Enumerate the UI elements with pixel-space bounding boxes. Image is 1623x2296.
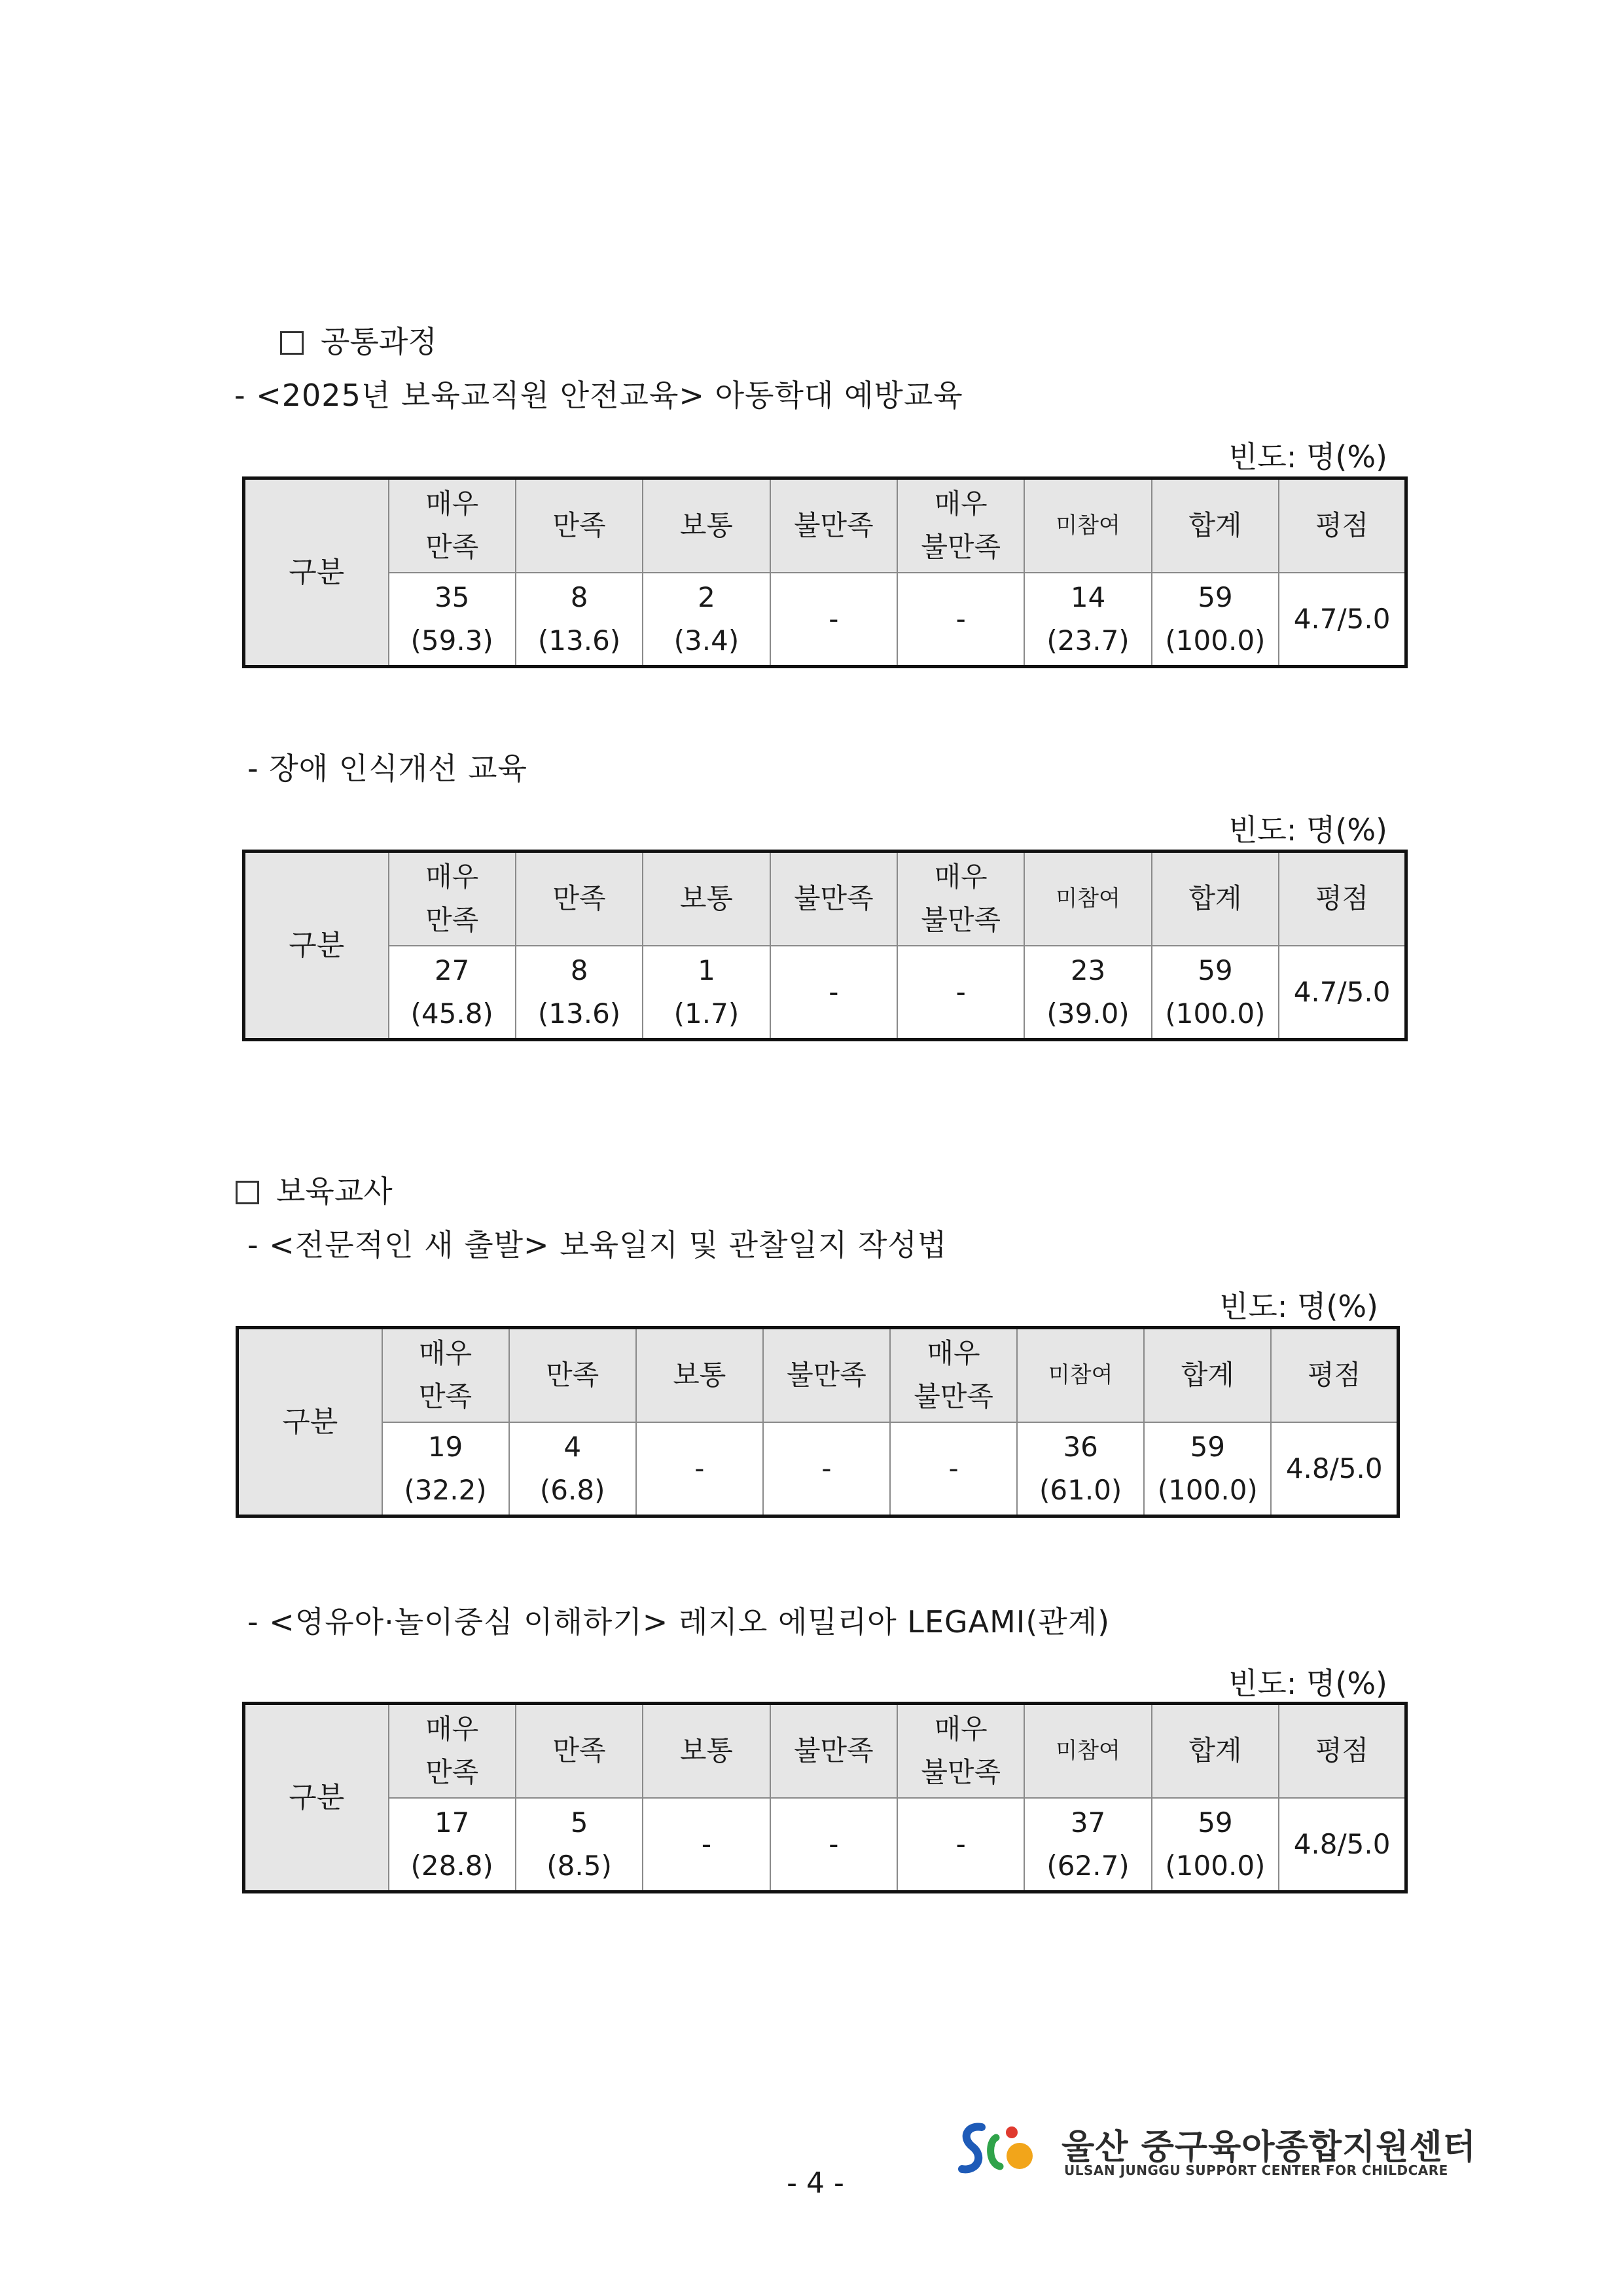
survey-table xyxy=(236,1326,1400,1518)
cell-percent: (45.8) xyxy=(410,997,493,1030)
column-header-line: 만족 xyxy=(418,1380,473,1413)
column-header-line: 불만족 xyxy=(793,509,874,542)
table-cell xyxy=(897,1798,1024,1892)
section-heading-text: 공통과정 xyxy=(321,324,437,359)
column-header xyxy=(1017,1328,1144,1422)
cell-count: 59 xyxy=(1198,954,1233,986)
column-header-line: 매우 xyxy=(425,861,479,893)
cell-count: 35 xyxy=(434,581,470,613)
table-cell xyxy=(382,1422,509,1516)
table-title: - <전문적인 새 출발> 보육일지 및 관찰일지 작성법 xyxy=(247,1227,948,1263)
center-logo-name-en: ULSAN JUNGGU SUPPORT CENTER FOR CHILDCARE xyxy=(1064,2162,1448,2178)
column-header xyxy=(382,1328,509,1422)
column-header-line: 불만족 xyxy=(793,1734,874,1767)
cell-percent: (1.7) xyxy=(673,997,740,1030)
cell-percent: (28.8) xyxy=(410,1849,493,1882)
cell-percent: (13.6) xyxy=(537,624,621,656)
column-header xyxy=(897,478,1024,573)
cell-count: 4.8/5.0 xyxy=(1285,1452,1383,1484)
column-header-line: 불만족 xyxy=(921,1756,1001,1789)
section-heading-text: 보육교사 xyxy=(276,1174,393,1209)
column-header-line: 미참여 xyxy=(1056,512,1120,539)
table-cell xyxy=(516,946,643,1040)
cell-count: 1 xyxy=(698,954,715,986)
cell-percent: (13.6) xyxy=(537,997,621,1030)
column-header xyxy=(389,478,516,573)
column-header-line: 보통 xyxy=(673,1359,726,1391)
table-cell xyxy=(1152,946,1279,1040)
column-header xyxy=(516,852,643,946)
column-header xyxy=(770,852,897,946)
column-header xyxy=(897,852,1024,946)
column-header-line: 매우 xyxy=(934,1713,988,1746)
cell-count: 17 xyxy=(434,1806,470,1839)
cell-percent: (23.7) xyxy=(1046,624,1130,656)
cell-count: - xyxy=(955,1827,966,1860)
cell-count: 27 xyxy=(434,954,470,986)
column-header-line: 매우 xyxy=(425,488,479,520)
cell-count: - xyxy=(955,975,966,1008)
column-header xyxy=(890,1328,1017,1422)
unit-label: 빈도: 명(%) xyxy=(1228,812,1387,848)
column-header xyxy=(1024,478,1151,573)
column-header xyxy=(1279,852,1406,946)
column-header xyxy=(516,478,643,573)
column-header xyxy=(1024,1704,1151,1798)
table-cell xyxy=(1271,1422,1398,1516)
cell-percent: (61.0) xyxy=(1039,1473,1122,1506)
table-title: - <2025년 보육교직원 안전교육> 아동학대 예방교육 xyxy=(234,378,963,413)
column-header-line: 미참여 xyxy=(1056,1738,1120,1765)
table-cell xyxy=(1152,573,1279,667)
table-cell xyxy=(509,1422,636,1516)
section-heading-common xyxy=(280,322,437,361)
table-title: - 장애 인식개선 교육 xyxy=(247,751,527,786)
column-header xyxy=(770,1704,897,1798)
table-cell xyxy=(890,1422,1017,1516)
column-header-line: 만족 xyxy=(425,531,479,564)
column-header-line: 미참여 xyxy=(1056,886,1120,912)
table-cell xyxy=(643,946,770,1040)
column-header-line: 만족 xyxy=(546,1359,599,1391)
column-header-line: 보통 xyxy=(679,509,734,542)
cell-count: 19 xyxy=(427,1430,463,1463)
table-cell xyxy=(643,1798,770,1892)
table-cell xyxy=(389,946,516,1040)
checkbox-square-icon xyxy=(280,331,304,355)
table-cell xyxy=(1024,946,1151,1040)
column-header-line: 매우 xyxy=(425,1713,479,1746)
column-header-line: 평점 xyxy=(1315,509,1369,542)
table-cell xyxy=(1024,573,1151,667)
column-header xyxy=(389,1704,516,1798)
table-cell xyxy=(1144,1422,1271,1516)
column-header-line: 만족 xyxy=(425,904,479,937)
cell-count: 14 xyxy=(1070,581,1106,613)
column-header xyxy=(389,852,516,946)
cell-percent: (100.0) xyxy=(1157,1473,1258,1506)
cell-count: - xyxy=(948,1452,959,1484)
column-header xyxy=(1144,1328,1271,1422)
cell-count: - xyxy=(701,1827,712,1860)
cell-count: 59 xyxy=(1198,581,1233,613)
column-header xyxy=(1279,1704,1406,1798)
table-cell xyxy=(1279,573,1406,667)
column-header-line: 평점 xyxy=(1308,1359,1361,1391)
cell-count: - xyxy=(955,602,966,635)
column-header-line: 매우 xyxy=(418,1337,473,1370)
table-cell xyxy=(516,1798,643,1892)
table-cell xyxy=(1279,946,1406,1040)
cell-count: 59 xyxy=(1190,1430,1226,1463)
column-header-line: 만족 xyxy=(552,509,606,542)
column-header-line: 합계 xyxy=(1188,882,1242,915)
column-header-line: 만족 xyxy=(552,1734,606,1767)
column-header-line: 매우 xyxy=(934,488,988,520)
cell-count: 4.8/5.0 xyxy=(1293,1827,1391,1860)
unit-label: 빈도: 명(%) xyxy=(1228,439,1387,475)
column-header xyxy=(897,1704,1024,1798)
cell-percent: (62.7) xyxy=(1046,1849,1130,1882)
table-cell xyxy=(636,1422,763,1516)
column-header xyxy=(516,1704,643,1798)
column-header-line: 불만족 xyxy=(921,904,1001,937)
cell-percent: (100.0) xyxy=(1165,997,1266,1030)
row-header-category: 구분 xyxy=(244,1704,389,1892)
cell-count: 4.7/5.0 xyxy=(1293,975,1391,1008)
cell-percent: (100.0) xyxy=(1165,1849,1266,1882)
column-header-line: 불만족 xyxy=(793,882,874,915)
column-header-line: 불만족 xyxy=(914,1380,993,1413)
table-cell xyxy=(770,573,897,667)
column-header xyxy=(643,478,770,573)
table-cell xyxy=(897,946,1024,1040)
checkbox-square-icon xyxy=(236,1181,259,1204)
table-cell xyxy=(770,946,897,1040)
cell-percent: (8.5) xyxy=(546,1849,612,1882)
row-header-category: 구분 xyxy=(244,478,389,667)
column-header xyxy=(1279,478,1406,573)
table-cell xyxy=(1017,1422,1144,1516)
cell-count: - xyxy=(829,975,839,1008)
column-header-line: 합계 xyxy=(1188,509,1242,542)
column-header-line: 합계 xyxy=(1188,1734,1242,1767)
column-header xyxy=(1271,1328,1398,1422)
cell-count: 36 xyxy=(1063,1430,1098,1463)
column-header-line: 보통 xyxy=(679,1734,734,1767)
table-title: - <영유아·놀이중심 이해하기> 레지오 에밀리아 LEGAMI(관계) xyxy=(247,1604,1111,1640)
column-header-line: 매우 xyxy=(934,861,988,893)
column-header xyxy=(1152,852,1279,946)
unit-label: 빈도: 명(%) xyxy=(1228,1666,1387,1701)
survey-table xyxy=(242,1702,1408,1893)
cell-count: 59 xyxy=(1198,1806,1233,1839)
column-header xyxy=(636,1328,763,1422)
column-header-line: 매우 xyxy=(927,1337,980,1370)
column-header xyxy=(643,1704,770,1798)
column-header-line: 평점 xyxy=(1315,882,1369,915)
table-cell xyxy=(389,573,516,667)
column-header-line: 불만족 xyxy=(921,531,1001,564)
survey-table xyxy=(242,850,1408,1041)
column-header-line: 불만족 xyxy=(787,1359,866,1391)
center-logo xyxy=(955,2118,1476,2190)
cell-count: - xyxy=(829,1827,839,1860)
table-cell xyxy=(1152,1798,1279,1892)
column-header xyxy=(1024,852,1151,946)
cell-percent: (3.4) xyxy=(673,624,740,656)
cell-percent: (6.8) xyxy=(539,1473,605,1506)
row-header-category: 구분 xyxy=(244,852,389,1040)
cell-count: 23 xyxy=(1070,954,1106,986)
cell-percent: (39.0) xyxy=(1046,997,1130,1030)
section-heading-teacher xyxy=(236,1172,393,1211)
center-logo-name-ko: 울산 중구육아종합지원센터 xyxy=(1061,2128,1476,2167)
cell-count: - xyxy=(829,602,839,635)
table-cell xyxy=(643,573,770,667)
cell-percent: (59.3) xyxy=(410,624,493,656)
table-cell xyxy=(1279,1798,1406,1892)
cell-count: - xyxy=(694,1452,705,1484)
cell-count: 4 xyxy=(563,1430,582,1463)
column-header-line: 평점 xyxy=(1315,1734,1369,1767)
column-header-line: 미참여 xyxy=(1048,1362,1113,1389)
column-header-line: 만족 xyxy=(425,1756,479,1789)
cell-count: - xyxy=(821,1452,832,1484)
survey-table xyxy=(242,476,1408,668)
unit-label: 빈도: 명(%) xyxy=(1219,1289,1378,1324)
cell-percent: (32.2) xyxy=(404,1473,487,1506)
table-cell xyxy=(770,1798,897,1892)
page-number: - 4 - xyxy=(787,2166,844,2200)
column-header xyxy=(763,1328,890,1422)
table-cell xyxy=(1024,1798,1151,1892)
cell-percent: (100.0) xyxy=(1165,624,1266,656)
cell-count: 37 xyxy=(1070,1806,1106,1839)
column-header xyxy=(643,852,770,946)
column-header-line: 보통 xyxy=(679,882,734,915)
cell-count: 8 xyxy=(570,581,588,613)
column-header xyxy=(509,1328,636,1422)
cell-count: 2 xyxy=(698,581,715,613)
column-header xyxy=(770,478,897,573)
table-cell xyxy=(516,573,643,667)
column-header-line: 합계 xyxy=(1181,1359,1234,1391)
cell-count: 5 xyxy=(570,1806,588,1839)
cell-count: 8 xyxy=(570,954,588,986)
table-cell xyxy=(763,1422,890,1516)
table-cell xyxy=(389,1798,516,1892)
table-cell xyxy=(897,573,1024,667)
center-logo-mark-icon xyxy=(955,2118,1041,2183)
cell-count: 4.7/5.0 xyxy=(1293,602,1391,635)
column-header-line: 만족 xyxy=(552,882,606,915)
column-header xyxy=(1152,1704,1279,1798)
column-header xyxy=(1152,478,1279,573)
row-header-category: 구분 xyxy=(238,1328,382,1516)
